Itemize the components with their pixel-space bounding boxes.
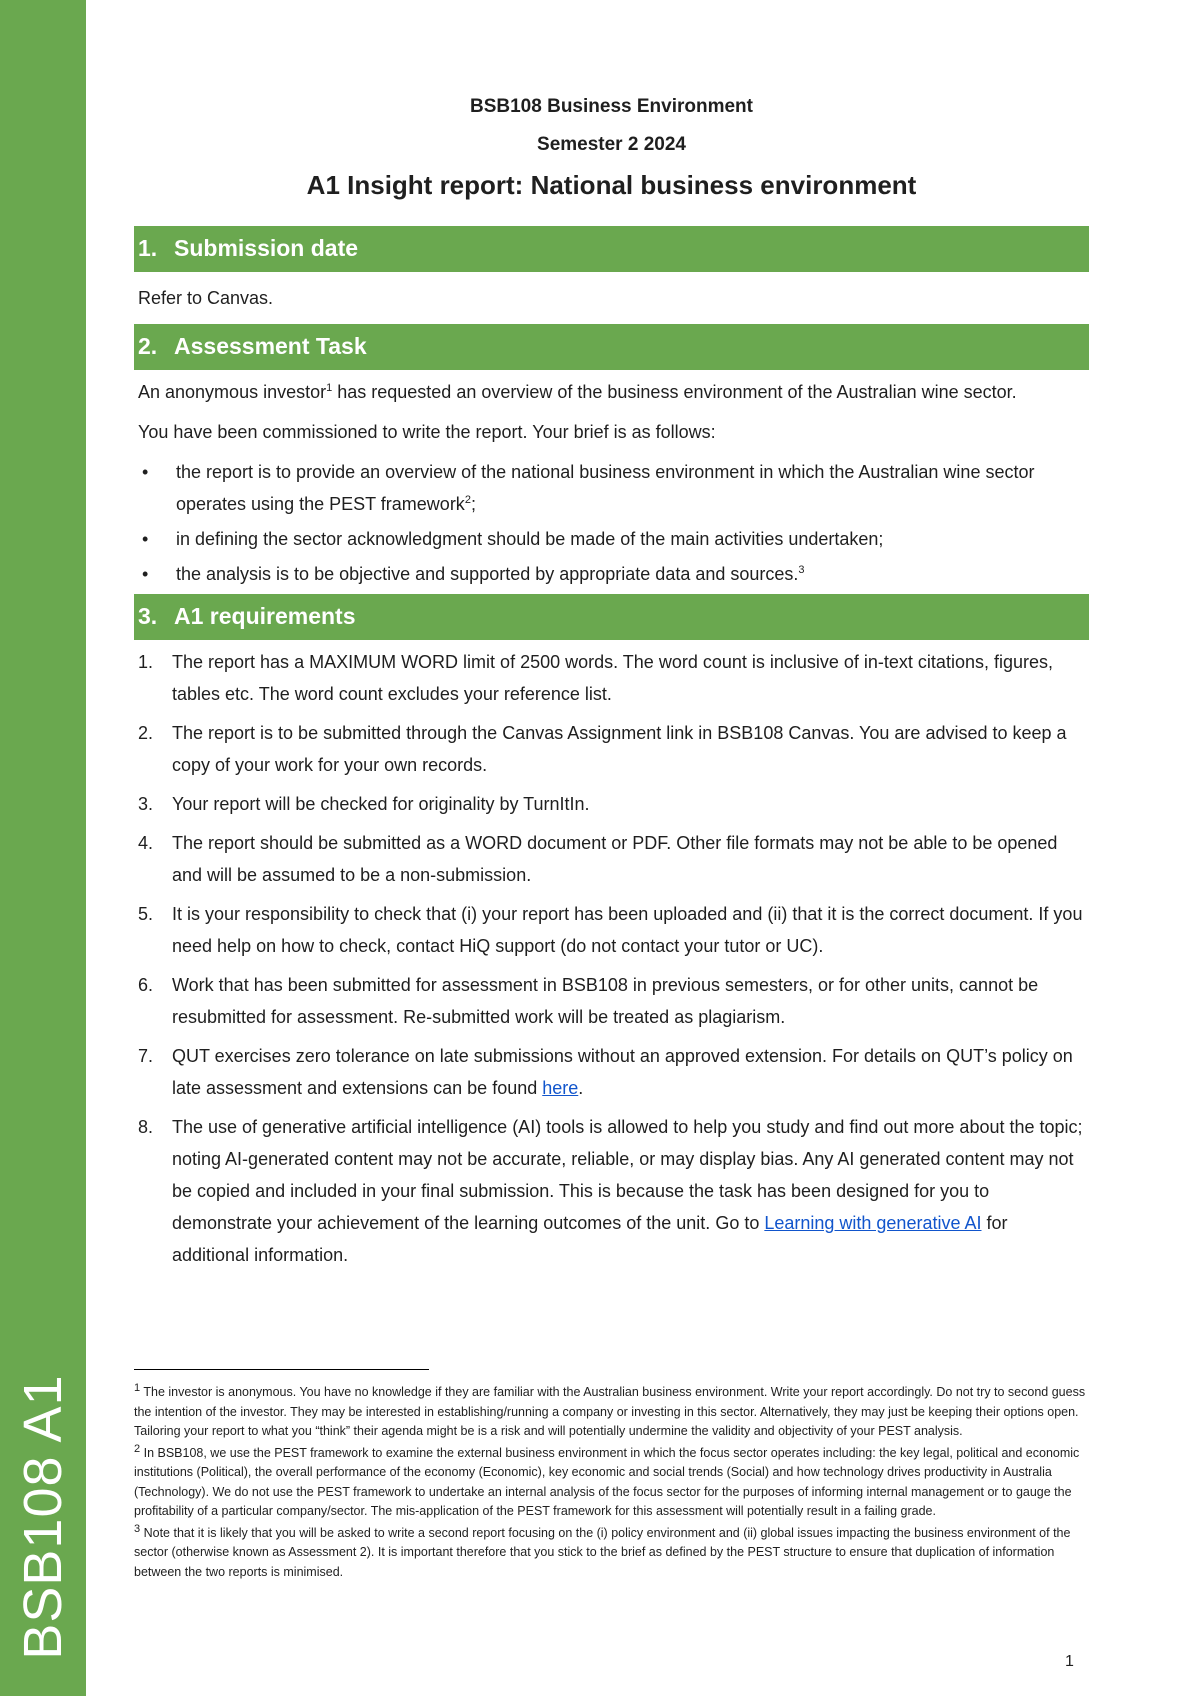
- late-assessment-link[interactable]: here: [542, 1078, 579, 1098]
- footnote-ref-2[interactable]: 2: [464, 494, 471, 506]
- section-heading-a1-requirements: [134, 594, 1089, 640]
- list-item: [138, 523, 1089, 555]
- list-item: [134, 898, 1089, 962]
- footnote-mark: 1: [134, 1381, 141, 1394]
- sidebar-label: BSB108 A1: [13, 1374, 73, 1660]
- unit-heading: BSB108 Business Environment: [470, 96, 753, 117]
- text-run: The report should be submitted as a WORD document or PDF. Other file formats may not be able to be opened and will be assumed to be a non-submission.: [172, 833, 1058, 885]
- text-run: In BSB108, we use the PEST framework to examine the external business environment in which the focus sector operates including: the key legal, political and economic institutions (Political), the overall performance of the economy (Economic), key economic and social trends (Social) and how technology drives productivity in Australia (Technology). We do not use the PEST framework to undertake an internal analysis of the focus sector for the purposes of informing internal management or to gauge the profitability of a particular company/sector. The mis-application of the PEST framework for this assessment will potentially result in a failing grade.: [134, 1445, 1080, 1518]
- list-item: [134, 1111, 1089, 1271]
- page-title: A1 Insight report: National business environment: [306, 170, 917, 200]
- text-run: An anonymous investor: [138, 382, 327, 402]
- bullet-icon: •: [142, 564, 149, 584]
- text-run: The use of generative artificial intelligence (AI) tools is allowed to help you study and find out more about the topic; noting AI-generated content may not be accurate, reliable, or may display bias. Any AI generated content may not be copied and included in your final submission. This is because the task has been designed for you to demonstrate your achievement of the learning outcomes of the unit. Go to: [172, 1117, 1083, 1233]
- page-number: 1: [1065, 1653, 1074, 1670]
- footnote-3: [134, 1524, 1089, 1583]
- text-run: Note that it is likely that you will be asked to write a second report focusing on the (i) policy environment and (ii) global issues impacting the business environment of the sector (otherwise known as Assessment 2). It is important therefore that you stick to the brief as defined by the PEST structure to ensure that duplication of information between the two reports is minimised.: [134, 1525, 1071, 1579]
- section-number: 3.: [138, 603, 158, 629]
- section-number: 1.: [138, 235, 158, 261]
- semester-heading: Semester 2 2024: [537, 134, 686, 155]
- list-item: [138, 558, 1089, 590]
- list-item: [134, 969, 1089, 1033]
- text-run: The report has a MAXIMUM WORD limit of 2500 words. The word count is inclusive of in-text citations, figures, tables etc. The word count excludes your reference list.: [172, 652, 1053, 704]
- text-run: The investor is anonymous. You have no knowledge if they are familiar with the Australian business environment. Write your report accordingly. Do not try to second guess the intention of the investor. They may be interested in establishing/running a company or investing in this sector. Alternatively, they may just be keeping their options open. Tailoring your report to what you “think” their agenda might be is a risk and will potentially undermine the validity and objectivity of your PEST analysis.: [134, 1385, 1086, 1438]
- page-content: [134, 96, 1089, 1278]
- section-heading-assessment-task: [134, 324, 1089, 370]
- text-run: .: [578, 1078, 584, 1098]
- item-number: 7.: [138, 1046, 154, 1066]
- text-run: It is your responsibility to check that (i) your report has been uploaded and (ii) that it is the correct document. If you need help on how to check, contact HiQ support (do not contact your tutor or UC).: [172, 904, 1083, 956]
- list-item: [134, 827, 1089, 891]
- list-item: [138, 456, 1089, 520]
- sidebar-band: [0, 0, 86, 1696]
- text-run: Your report will be checked for originality by TurnItIn.: [172, 794, 590, 814]
- footnote-2: [134, 1444, 1089, 1522]
- item-number: 2.: [138, 723, 154, 743]
- text-run: the report is to provide an overview of the national business environment in which the Australian wine sector operates using the PEST framework: [176, 462, 1035, 514]
- generative-ai-link[interactable]: Learning with generative AI: [764, 1213, 982, 1233]
- list-item: [134, 788, 1089, 820]
- footnote-ref-1[interactable]: 1: [326, 382, 333, 394]
- text-run: Work that has been submitted for assessment in BSB108 in previous semesters, or for other units, cannot be resubmitted for assessment. Re-submitted work will be treated as plagiarism.: [172, 975, 1039, 1027]
- item-number: 1.: [138, 652, 154, 672]
- section-number: 2.: [138, 333, 158, 359]
- item-number: 3.: [138, 794, 154, 814]
- bullet-icon: •: [142, 529, 149, 549]
- section-heading-submission-date: [134, 226, 1089, 272]
- list-item: [134, 1040, 1089, 1104]
- task-intro-paragraph: [138, 376, 1089, 408]
- text-run: for additional information.: [172, 1213, 1008, 1265]
- text-run: has requested an overview of the business environment of the Australian wine sector.: [332, 382, 1017, 402]
- item-number: 5.: [138, 904, 154, 924]
- submission-date-text: Refer to Canvas.: [138, 288, 274, 308]
- footnote-separator: [134, 1369, 429, 1370]
- brief-bullet-list: [138, 456, 1089, 590]
- requirements-list: [134, 646, 1089, 1271]
- list-item: [134, 646, 1089, 710]
- text-run: the analysis is to be objective and supported by appropriate data and sources.: [176, 564, 799, 584]
- brief-intro-paragraph: You have been commissioned to write the report. Your brief is as follows:: [138, 422, 716, 442]
- footnote-ref-3[interactable]: 3: [798, 564, 805, 576]
- item-number: 6.: [138, 975, 154, 995]
- text-run: ;: [470, 494, 476, 514]
- section-title: A1 requirements: [174, 603, 356, 629]
- item-number: 8.: [138, 1117, 154, 1137]
- footnote-1: [134, 1383, 1089, 1442]
- footnote-mark: 3: [134, 1522, 141, 1535]
- text-run: QUT exercises zero tolerance on late submissions without an approved extension. For details on QUT’s policy on late assessment and extensions can be found: [172, 1046, 1073, 1098]
- bullet-icon: •: [142, 462, 149, 482]
- text-run: The report is to be submitted through the Canvas Assignment link in BSB108 Canvas. You are advised to keep a copy of your work for your own records.: [172, 723, 1067, 775]
- section-title: Assessment Task: [174, 333, 367, 359]
- section-title: Submission date: [174, 235, 359, 261]
- footnotes: [134, 1383, 1089, 1584]
- item-number: 4.: [138, 833, 154, 853]
- footnote-mark: 2: [134, 1442, 141, 1455]
- text-run: in defining the sector acknowledgment should be made of the main activities undertaken;: [176, 529, 884, 549]
- list-item: [134, 717, 1089, 781]
